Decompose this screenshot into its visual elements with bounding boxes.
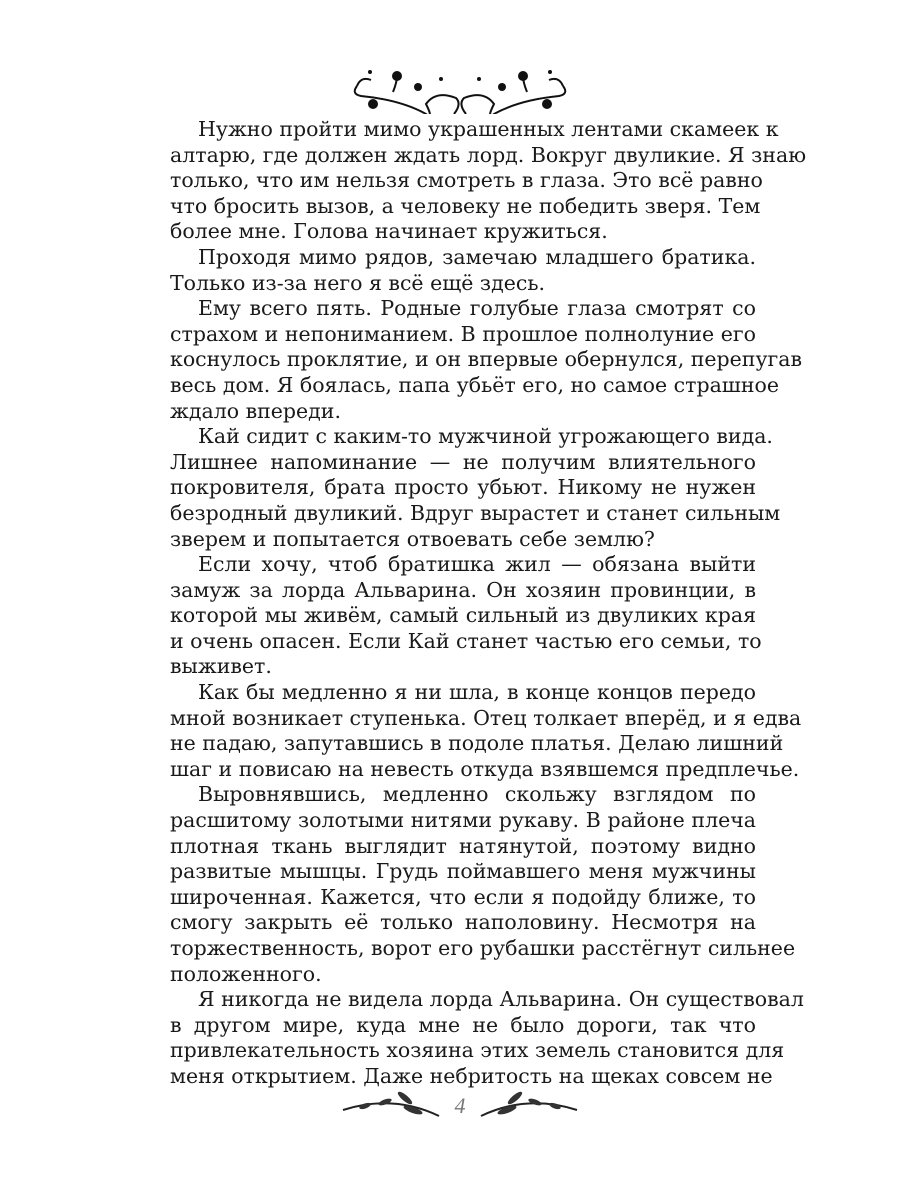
text-line: только, что им нельзя смотреть в глаза. Это всё равно (170, 168, 763, 193)
text-line: выживет. (170, 654, 272, 679)
text-line: Только из-за него я всё ещё здесь. (170, 270, 546, 295)
text-line: широченная. Кажется, что если я подойду ближе, то (170, 884, 756, 909)
paragraph (170, 245, 756, 296)
text-line: которой мы живём, самый сильный из двуликих края (170, 603, 756, 628)
paragraph (170, 552, 762, 680)
text-line: Нужно пройти мимо украшенных лентами скамеек к (198, 117, 779, 141)
page-number: 4 (454, 1093, 466, 1118)
text-line: меня открытием. Даже небритость на щеках совсем не (170, 1063, 773, 1088)
text-line: Проходя мимо рядов, замечаю младшего братика. (198, 244, 756, 269)
text-line: коснулось проклятие, и он впервые обернулся, перепугав (170, 347, 803, 372)
text-line: Как бы медленно я ни шла, в конце концов передо (198, 680, 756, 705)
text-line: в другом мире, куда мне не было дороги, так что (170, 1012, 756, 1037)
body-text (170, 117, 807, 1090)
text-line: положенного. (170, 961, 322, 986)
text-line: безродный двуликий. Вдруг вырастет и станет сильным (170, 500, 781, 525)
paragraph (170, 117, 807, 245)
text-line: мной возникает ступенька. Отец толкает вперёд, и я едва (170, 705, 802, 730)
text-line: смогу закрыть её только наполовину. Несмотря на (170, 910, 756, 935)
paragraph (170, 680, 802, 782)
text-line: что бросить вызов, а человеку не победить зверя. Тем (170, 193, 761, 218)
text-line: алтарю, где должен ждать лорд. Вокруг двуликие. Я знаю (170, 142, 807, 167)
text-line: Я никогда не видела лорда Альварина. Он существовал (198, 987, 804, 1012)
text-line: шаг и повисаю на невесть откуда взявшемся предплечье. (170, 756, 800, 781)
paragraph (170, 782, 796, 987)
text-line: замуж за лорда Альварина. Он хозяин провинции, в (170, 577, 756, 602)
text-line: расшитому золотыми нитями рукаву. В районе плеча (170, 808, 756, 833)
text-line: весь дом. Я боялась, папа убьёт его, но самое страшное (170, 372, 779, 397)
text-line: более мне. Голова начинает кружиться. (170, 219, 608, 244)
text-line: и очень опасен. Если Кай станет частью его семьи, то (170, 628, 762, 653)
text-line: Ему всего пять. Родные голубые глаза смотрят со (198, 296, 756, 321)
text-line: ждало впереди. (170, 398, 341, 423)
text-line: торжественность, ворот его рубашки расстёгнут сильнее (170, 936, 796, 960)
paragraph (170, 424, 781, 552)
text-line: Кай сидит с каким-то мужчиной угрожающего вида. (198, 424, 773, 449)
text-line: Если хочу, чтоб братишка жил — обязана выйти (198, 552, 756, 577)
text-line: Лишнее напоминание — не получим влиятельного (170, 449, 756, 474)
paragraph (170, 987, 804, 1089)
text-line: зверем и попытается отвоевать себе землю? (170, 526, 655, 551)
vine-flourish-icon (345, 64, 575, 114)
text-line: страхом и непониманием. В прошлое полнолуние его (170, 321, 756, 346)
paragraph (170, 296, 803, 424)
text-line: не падаю, запутавшись в подоле платья. Делаю лишний (170, 731, 784, 756)
text-line: развитые мышцы. Грудь поймавшего меня мужчины (170, 859, 756, 884)
text-line: покровителя, брата просто убьют. Никому не нужен (170, 475, 756, 500)
text-line: привлекательность хозяина этих земель становится для (170, 1038, 785, 1063)
text-line: плотная ткань выглядит натянутой, поэтому видно (170, 833, 756, 858)
text-line: Выровнявшись, медленно скольжу взглядом по (198, 782, 756, 807)
